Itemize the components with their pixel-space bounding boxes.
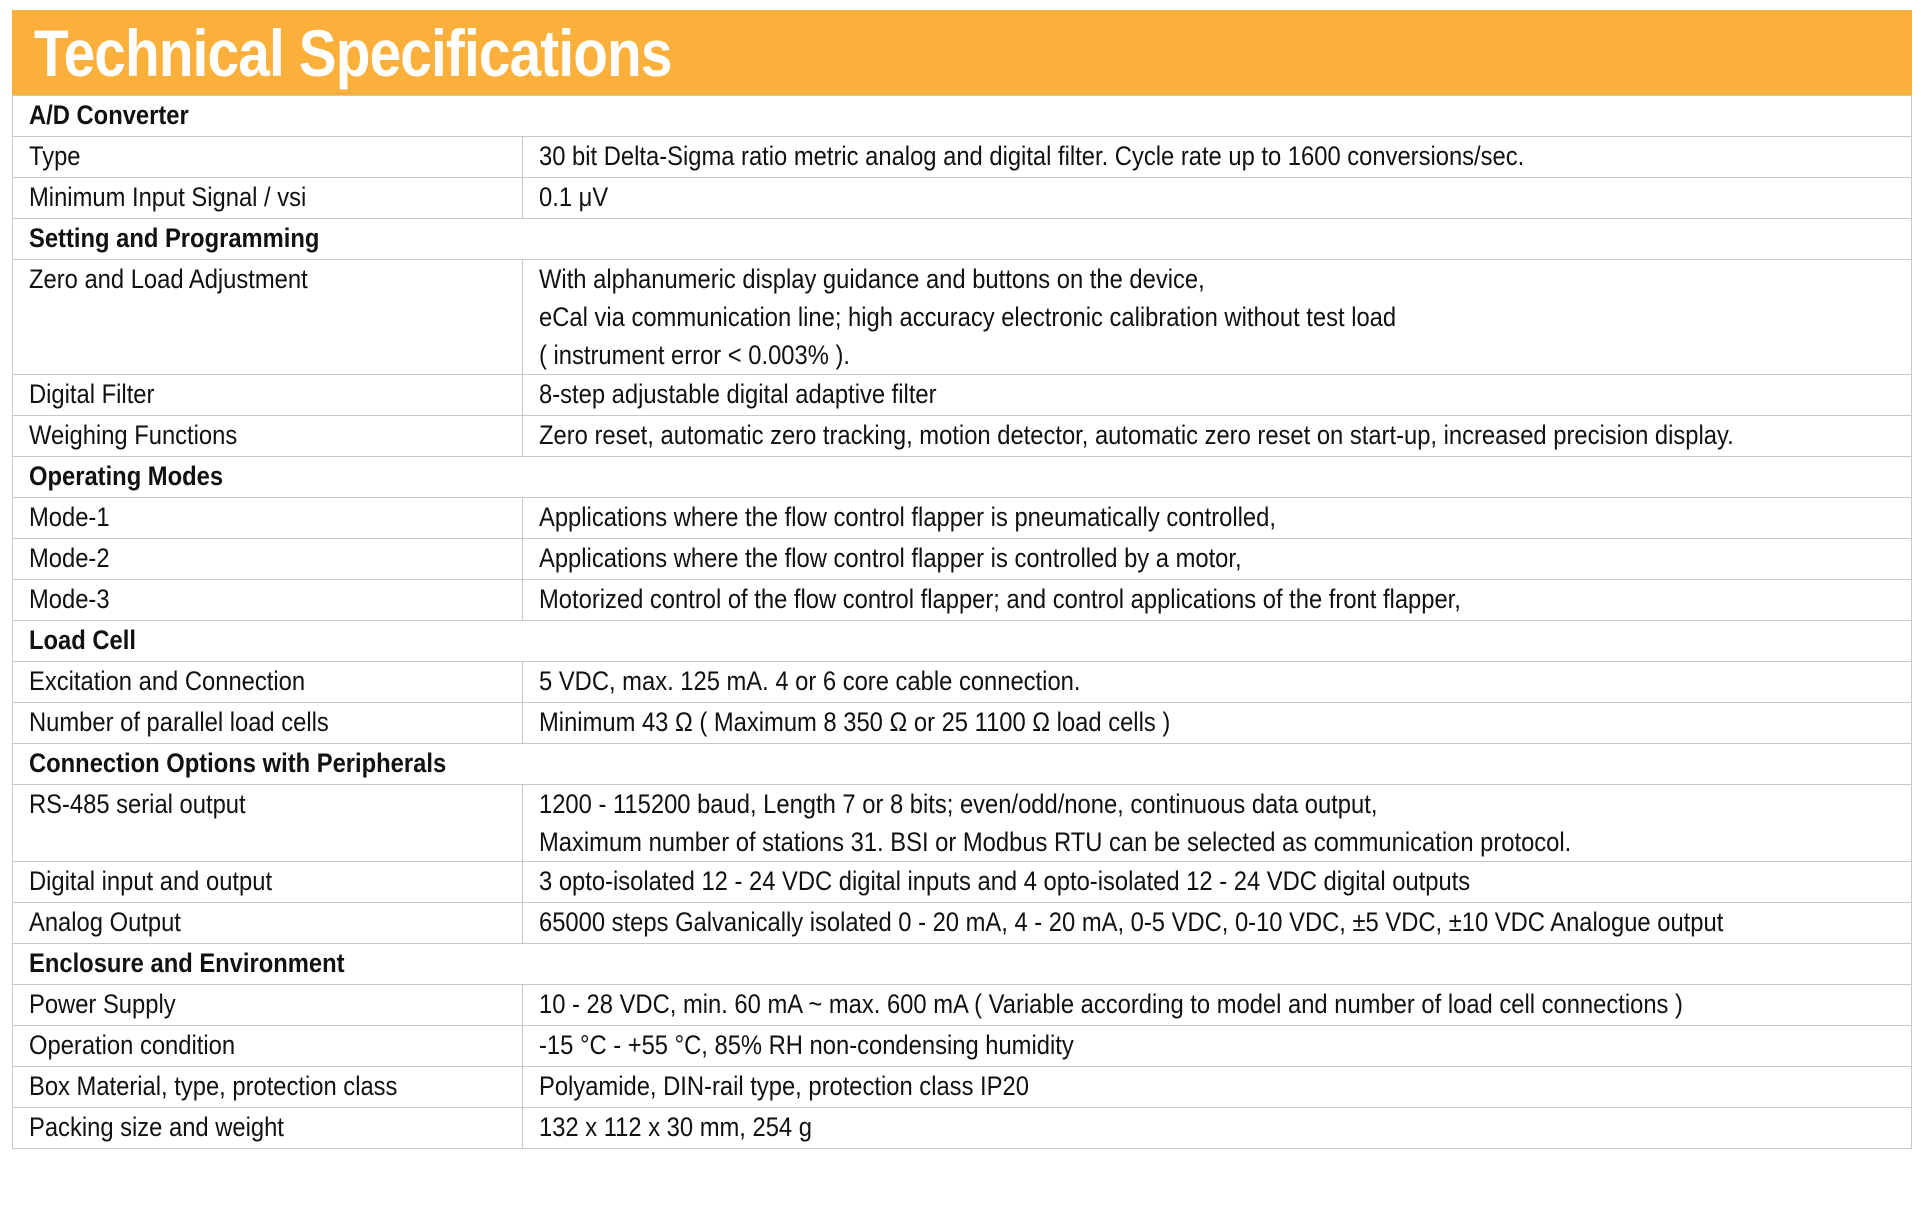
spec-value-cell bbox=[523, 137, 1912, 178]
spec-value-cell bbox=[523, 375, 1912, 416]
section-title bbox=[13, 457, 1912, 498]
spec-value-line bbox=[539, 1108, 1897, 1146]
spec-label: Digital Filter bbox=[29, 379, 155, 409]
spec-label-cell bbox=[13, 1026, 523, 1067]
spec-value: 5 VDC, max. 125 mA. 4 or 6 core cable connection. bbox=[539, 666, 1081, 696]
spec-label: RS-485 serial output bbox=[29, 789, 246, 819]
spec-row bbox=[13, 416, 1912, 457]
spec-label: Number of parallel load cells bbox=[29, 707, 329, 737]
spec-row bbox=[13, 498, 1912, 539]
section-title-text: Enclosure and Environment bbox=[29, 948, 345, 978]
spec-value-cell bbox=[523, 539, 1912, 580]
section-header bbox=[13, 219, 1912, 260]
spec-value-cell bbox=[523, 1108, 1912, 1149]
spec-label-cell bbox=[13, 498, 523, 539]
section-title bbox=[13, 219, 1912, 260]
spec-value: 132 x 112 x 30 mm, 254 g bbox=[539, 1112, 813, 1142]
spec-row bbox=[13, 580, 1912, 621]
spec-value: Motorized control of the flow control flapper; and control applications of the front flapper, bbox=[539, 584, 1462, 614]
spec-label-cell bbox=[13, 1108, 523, 1149]
spec-value: 65000 steps Galvanically isolated 0 - 20 mA, 4 - 20 mA, 0-5 VDC, 0-10 VDC, ±5 VDC, ±10 VDC Analogue output bbox=[539, 907, 1724, 937]
spec-label: Analog Output bbox=[29, 907, 181, 937]
spec-label-cell bbox=[13, 260, 523, 375]
spec-value: With alphanumeric display guidance and buttons on the device, bbox=[539, 264, 1206, 294]
spec-row bbox=[13, 985, 1912, 1026]
spec-value-line bbox=[539, 985, 1897, 1023]
spec-row bbox=[13, 260, 1912, 375]
section-title-text: Operating Modes bbox=[29, 461, 224, 491]
spec-label-cell bbox=[13, 580, 523, 621]
spec-value: 8-step adjustable digital adaptive filter bbox=[539, 379, 937, 409]
spec-value-line bbox=[539, 1026, 1897, 1064]
spec-label-cell bbox=[13, 375, 523, 416]
section-header bbox=[13, 744, 1912, 785]
spec-value-cell bbox=[523, 416, 1912, 457]
spec-value-line bbox=[539, 580, 1897, 618]
spec-row bbox=[13, 703, 1912, 744]
spec-label-cell bbox=[13, 903, 523, 944]
section-header bbox=[13, 621, 1912, 662]
spec-value-line bbox=[539, 903, 1897, 941]
page-title: Technical Specifications bbox=[34, 15, 672, 90]
section-title-text: Setting and Programming bbox=[29, 223, 320, 253]
spec-row bbox=[13, 1108, 1912, 1149]
spec-sheet bbox=[12, 10, 1912, 1149]
spec-value: Applications where the flow control flapper is controlled by a motor, bbox=[539, 543, 1242, 573]
spec-label-cell bbox=[13, 178, 523, 219]
spec-label: Power Supply bbox=[29, 989, 176, 1019]
spec-value: Maximum number of stations 31. BSI or Modbus RTU can be selected as communication protocol. bbox=[539, 827, 1572, 857]
spec-label-cell bbox=[13, 416, 523, 457]
spec-table-body bbox=[13, 96, 1912, 1149]
spec-label-cell bbox=[13, 662, 523, 703]
section-title-text: A/D Converter bbox=[29, 100, 189, 130]
section-title bbox=[13, 621, 1912, 662]
section-header bbox=[13, 457, 1912, 498]
spec-value-line bbox=[539, 336, 1897, 374]
spec-value: -15 °C - +55 °C, 85% RH non-condensing humidity bbox=[539, 1030, 1075, 1060]
spec-value-line bbox=[539, 498, 1897, 536]
spec-value: Polyamide, DIN-rail type, protection class IP20 bbox=[539, 1071, 1030, 1101]
spec-label: Minimum Input Signal / vsi bbox=[29, 182, 307, 212]
spec-label: Mode-2 bbox=[29, 543, 110, 573]
spec-value-line bbox=[539, 178, 1897, 216]
spec-value: eCal via communication line; high accuracy electronic calibration without test load bbox=[539, 302, 1397, 332]
spec-value-line bbox=[539, 298, 1897, 336]
spec-value: 1200 - 115200 baud, Length 7 or 8 bits; even/odd/none, continuous data output, bbox=[539, 789, 1378, 819]
spec-label: Type bbox=[29, 141, 81, 171]
spec-value-line bbox=[539, 823, 1897, 861]
spec-value: ( instrument error < 0.003% ). bbox=[539, 340, 851, 370]
spec-row bbox=[13, 903, 1912, 944]
spec-label: Excitation and Connection bbox=[29, 666, 306, 696]
spec-row bbox=[13, 137, 1912, 178]
spec-row bbox=[13, 862, 1912, 903]
spec-label-cell bbox=[13, 985, 523, 1026]
spec-value-line bbox=[539, 703, 1897, 741]
spec-label: Zero and Load Adjustment bbox=[29, 264, 308, 294]
spec-label-cell bbox=[13, 703, 523, 744]
spec-value: Zero reset, automatic zero tracking, motion detector, automatic zero reset on start-up, increased precision display. bbox=[539, 420, 1735, 450]
spec-value-cell bbox=[523, 1026, 1912, 1067]
spec-value-cell bbox=[523, 703, 1912, 744]
spec-label: Weighing Functions bbox=[29, 420, 238, 450]
spec-value-cell bbox=[523, 178, 1912, 219]
spec-label: Packing size and weight bbox=[29, 1112, 284, 1142]
section-title-text: Connection Options with Peripherals bbox=[29, 748, 447, 778]
spec-value-cell bbox=[523, 985, 1912, 1026]
spec-row bbox=[13, 1026, 1912, 1067]
spec-row bbox=[13, 539, 1912, 580]
spec-label-cell bbox=[13, 1067, 523, 1108]
spec-value: 30 bit Delta-Sigma ratio metric analog and digital filter. Cycle rate up to 1600 conversions/sec. bbox=[539, 141, 1525, 171]
spec-value-line bbox=[539, 785, 1897, 823]
spec-label-cell bbox=[13, 539, 523, 580]
spec-table bbox=[12, 95, 1912, 1149]
spec-value-line bbox=[539, 862, 1897, 900]
spec-row bbox=[13, 662, 1912, 703]
section-header bbox=[13, 96, 1912, 137]
spec-row bbox=[13, 785, 1912, 862]
spec-value-cell bbox=[523, 1067, 1912, 1108]
section-title bbox=[13, 96, 1912, 137]
spec-row bbox=[13, 1067, 1912, 1108]
spec-value-cell bbox=[523, 498, 1912, 539]
section-title bbox=[13, 944, 1912, 985]
spec-value-line bbox=[539, 416, 1897, 454]
spec-label: Box Material, type, protection class bbox=[29, 1071, 398, 1101]
spec-row bbox=[13, 178, 1912, 219]
spec-value: 10 - 28 VDC, min. 60 mA ~ max. 600 mA ( Variable according to model and number of load cell connections ) bbox=[539, 989, 1684, 1019]
spec-value-cell bbox=[523, 903, 1912, 944]
spec-value-line bbox=[539, 539, 1897, 577]
spec-value-line bbox=[539, 1067, 1897, 1105]
spec-value-line bbox=[539, 137, 1897, 175]
spec-label: Operation condition bbox=[29, 1030, 236, 1060]
section-title-text: Load Cell bbox=[29, 625, 136, 655]
spec-value: 0.1 μV bbox=[539, 182, 609, 212]
section-header bbox=[13, 944, 1912, 985]
spec-value-line bbox=[539, 375, 1897, 413]
spec-value-cell bbox=[523, 260, 1912, 375]
spec-label: Mode-3 bbox=[29, 584, 110, 614]
spec-label-cell bbox=[13, 862, 523, 903]
spec-value-line bbox=[539, 662, 1897, 700]
spec-value-cell bbox=[523, 862, 1912, 903]
header-banner bbox=[12, 10, 1912, 95]
spec-value: 3 opto-isolated 12 - 24 VDC digital inputs and 4 opto-isolated 12 - 24 VDC digital outputs bbox=[539, 866, 1471, 896]
spec-value-cell bbox=[523, 662, 1912, 703]
spec-row bbox=[13, 375, 1912, 416]
spec-label-cell bbox=[13, 785, 523, 862]
spec-value-cell bbox=[523, 580, 1912, 621]
spec-value: Minimum 43 Ω ( Maximum 8 350 Ω or 25 1100 Ω load cells ) bbox=[539, 707, 1171, 737]
spec-value-cell bbox=[523, 785, 1912, 862]
spec-value: Applications where the flow control flapper is pneumatically controlled, bbox=[539, 502, 1277, 532]
spec-label: Digital input and output bbox=[29, 866, 273, 896]
spec-label-cell bbox=[13, 137, 523, 178]
spec-value-line bbox=[539, 260, 1897, 298]
spec-label: Mode-1 bbox=[29, 502, 110, 532]
section-title bbox=[13, 744, 1912, 785]
